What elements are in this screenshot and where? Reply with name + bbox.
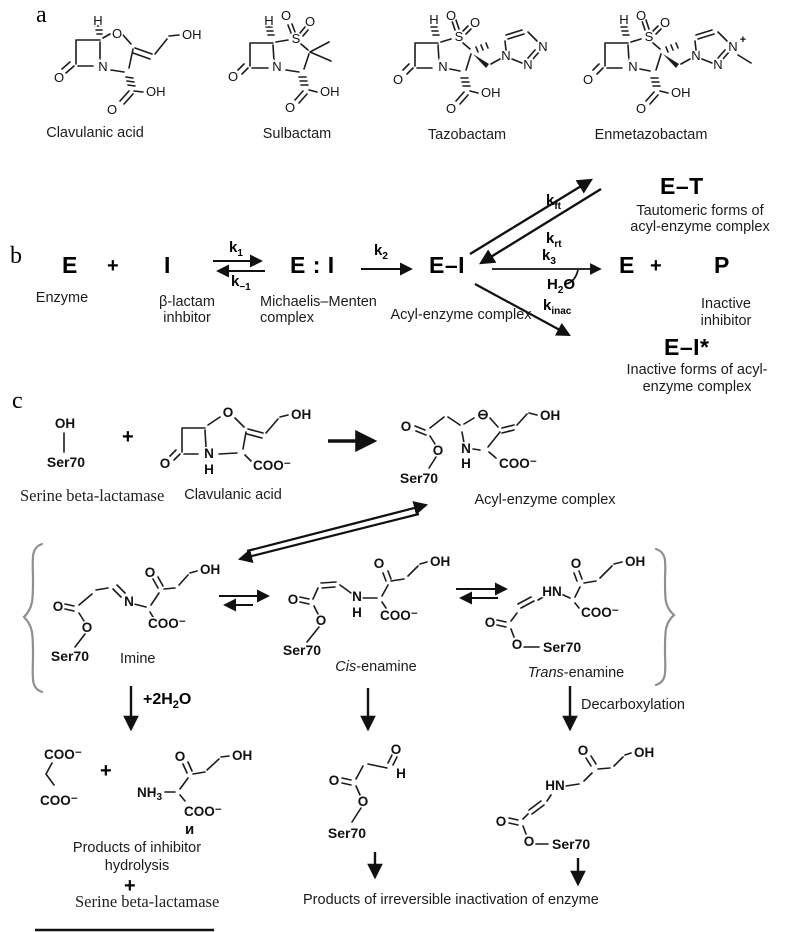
atom-O-sulfone-1: O — [635, 8, 647, 23]
atom-O-ester: O — [81, 620, 93, 635]
caption-tautomer-line2: acyl-enzyme complex — [630, 219, 770, 235]
panel-letter-c: c — [12, 388, 23, 414]
equilibrium-acyl-to-intermediates — [240, 505, 426, 559]
species-michaelis-complex: E : I — [290, 252, 335, 278]
ser70-label: Ser70 — [552, 836, 591, 852]
caption-clavulanic-acid: Clavulanic acid — [184, 487, 282, 503]
atom-O-keto-ester: O — [495, 814, 507, 829]
ser70-label: Ser70 — [543, 639, 582, 655]
serine-enzyme-fragment — [47, 416, 85, 470]
nh3-subscript: 3 — [156, 792, 163, 803]
structure-amino-product — [137, 748, 252, 819]
atom-O-acid: O — [635, 101, 647, 116]
atom-H: H — [461, 456, 471, 471]
atom-OH: OH — [182, 27, 202, 42]
carboxylate-top: COO⁻ — [44, 747, 82, 762]
caption-imine: Imine — [120, 651, 156, 667]
caption-inhibitor-line2: inhbitor — [163, 310, 211, 326]
structure-sulbactam — [228, 8, 340, 115]
structure-trans-enamine — [485, 554, 646, 655]
atom-N: N — [272, 59, 282, 74]
water-o: O — [178, 691, 192, 708]
caption-hydrolysis-line1: Products of inhibitor — [72, 840, 202, 856]
equilibrium-arrow-up — [247, 505, 426, 551]
structure-clavulanic-acid-c — [160, 405, 312, 477]
caption-mm-line1: Michaelis–Menten — [260, 294, 377, 310]
atom-OH: OH — [634, 745, 655, 760]
atom-O-ring: O — [111, 26, 123, 41]
rate-kinac — [543, 297, 571, 317]
atom-O-ring: O — [222, 405, 234, 420]
ser70-label: Ser70 — [50, 648, 90, 664]
k2-sub: 2 — [382, 251, 388, 262]
atom-NH3 — [137, 785, 163, 803]
atom-N3-triazolium: N — [728, 39, 738, 54]
atom-N1-triazole: N — [501, 48, 511, 63]
wedge-bond — [473, 54, 489, 68]
kinac-base: k — [543, 297, 552, 314]
atom-O-keto-ester: O — [328, 773, 340, 788]
atom-O-keto-ester: O — [52, 599, 64, 614]
atom-O-keto: O — [53, 70, 65, 85]
atom-O-ester: O — [357, 794, 369, 809]
atom-OH: OH — [200, 562, 221, 577]
atom-N3-triazole: N — [538, 39, 548, 54]
caption-inactive-forms-line1: Inactive forms of acyl- — [626, 362, 768, 378]
atom-O-keto: O — [582, 72, 594, 87]
kft-arrow — [470, 180, 591, 254]
label-decarboxylation: Decarboxylation — [581, 697, 685, 713]
atom-N2-triazole: N — [713, 57, 723, 72]
atom-S: S — [454, 29, 464, 44]
atom-OH-acid: OH — [481, 85, 501, 100]
ser70-label: Ser70 — [399, 470, 439, 486]
atom-O-keto: O — [373, 556, 385, 571]
carboxylate-label: COO⁻ — [148, 616, 186, 631]
caption-mm-line2: complex — [260, 310, 314, 326]
rate-k-minus-1 — [231, 273, 251, 293]
species-acyl-enzyme: E–I — [429, 252, 466, 278]
bonds — [509, 753, 631, 844]
structure-cis-enamine — [283, 554, 450, 658]
atom-N-ring: N — [628, 59, 638, 74]
atom-HN: HN — [545, 778, 565, 793]
k1-base: k — [229, 239, 238, 256]
atom-OH: OH — [232, 748, 253, 763]
trans-italic: Trans — [527, 665, 564, 681]
cis-italic: Cis — [335, 659, 357, 675]
atom-O-keto: O — [400, 419, 412, 434]
atom-O-ester: O — [432, 443, 444, 458]
panel-letter-b: b — [10, 243, 22, 269]
water-sub: 2 — [172, 699, 179, 712]
carboxylate-label: COO⁻ — [499, 456, 537, 471]
atom-H: H — [204, 462, 214, 477]
structure-name-tazobactam: Tazobactam — [427, 127, 507, 143]
krt-arrow — [481, 189, 601, 263]
h2o-h: H — [547, 276, 558, 293]
plus-sign: + — [124, 875, 136, 897]
h2o-sub: 2 — [557, 285, 564, 296]
atom-OH-acid: OH — [146, 84, 166, 99]
atom-N-ring: N — [438, 59, 448, 74]
ser70-label: Ser70 — [327, 825, 367, 841]
ser70-label: Ser70 — [282, 642, 322, 658]
plus-sign: + — [107, 255, 119, 277]
krt-sub: rt — [554, 239, 562, 250]
rate-k1 — [229, 239, 243, 259]
km1-base: k — [231, 273, 240, 290]
bonds — [238, 24, 331, 103]
caption-hydrolysis-line2: hydrolysis — [104, 858, 170, 874]
atom-OH: OH — [625, 554, 646, 569]
caption-inactive-line2: inhibitor — [700, 313, 752, 329]
atom-OH: OH — [430, 554, 451, 569]
k1-sub: 1 — [237, 248, 243, 259]
atom-S: S — [644, 29, 654, 44]
atom-OH: OH — [540, 408, 561, 423]
h2o-o: O — [563, 276, 576, 293]
atom-O-sulfone-1: O — [445, 8, 457, 23]
bonds — [65, 571, 197, 647]
atom-O-sulfone-2: O — [304, 14, 316, 29]
atom-OH: OH — [54, 416, 76, 431]
bonds — [46, 763, 54, 785]
water-base: +2H — [143, 691, 173, 708]
structure-aldehyde-product — [328, 742, 406, 841]
structure-name-clavulanic-acid: Clavulanic acid — [46, 125, 144, 141]
atom-O-sulfone-1: O — [280, 8, 292, 23]
atom-H: H — [352, 605, 362, 620]
species-inhibitor: I — [164, 252, 171, 278]
rate-k2 — [374, 242, 388, 262]
equilibrium-cis-trans — [456, 589, 506, 598]
equilibrium-arrow-down — [240, 514, 419, 559]
atom-O-keto: O — [577, 743, 589, 758]
atom-OH-acid: OH — [671, 85, 691, 100]
carboxylate-label: COO⁻ — [184, 804, 222, 819]
caption-serine-beta-lactamase-2: Serine beta-lactamase — [75, 892, 220, 911]
caption-acyl-enzyme-complex: Acyl-enzyme complex — [474, 492, 616, 508]
trans-rest: -enamine — [563, 665, 625, 681]
atom-O-keto: O — [392, 72, 404, 87]
water-label — [547, 276, 575, 296]
bonds — [342, 755, 397, 822]
species-tautomer: E–T — [660, 173, 704, 199]
nh-label: NH — [137, 785, 157, 800]
k2-base: k — [374, 242, 383, 259]
panel-letter-a: a — [36, 2, 47, 28]
structure-acyl-enzyme-complex — [400, 406, 560, 486]
species-inactive-acyl: E–I* — [664, 334, 710, 360]
right-brace — [656, 549, 674, 685]
cis-rest: -enamine — [356, 659, 417, 675]
atom-O-keto: O — [570, 556, 582, 571]
atom-OH-acid: OH — [320, 84, 340, 99]
species-enzyme: E — [62, 252, 78, 278]
structure-clavulanic-acid-a — [54, 13, 202, 117]
atom-O-keto: O — [174, 749, 186, 764]
plus-sign: + — [650, 255, 662, 277]
caption-inhibitor-line1: β-lactam — [159, 294, 215, 310]
carboxylate-label: COO⁻ — [380, 608, 418, 623]
charge-plus: + — [739, 34, 747, 46]
equilibrium-imine-cis — [219, 596, 268, 605]
atom-O-keto-ester: O — [287, 592, 299, 607]
krt-base: k — [546, 230, 555, 247]
caption-cis-enamine — [335, 659, 416, 675]
atom-O-oxyanion: ⊖ — [477, 406, 489, 422]
structure-tazobactam — [393, 8, 548, 116]
k3-sub: 3 — [550, 256, 556, 267]
atom-H: H — [619, 12, 629, 27]
label-plus-2-water — [143, 691, 191, 711]
bonds — [300, 562, 427, 642]
atom-N: N — [461, 441, 471, 456]
left-brace — [24, 544, 42, 692]
wedge-bond — [663, 54, 679, 68]
atom-O-acid: O — [284, 100, 296, 115]
species-product: P — [714, 252, 730, 278]
k3-base: k — [542, 247, 551, 264]
rate-k3 — [542, 247, 556, 267]
caption-inactive-forms-line2: enzyme complex — [642, 379, 752, 395]
atom-O-ester: O — [523, 834, 535, 849]
atom-HN: HN — [542, 584, 562, 599]
atom-N1-triazole: N — [691, 48, 701, 63]
plus-sign: + — [100, 760, 112, 782]
label-and-russian: и — [185, 821, 195, 838]
structure-name-enmetazobactam: Enmetazobactam — [594, 127, 708, 143]
atom-H: H — [264, 13, 274, 28]
atom-O-aldehyde: O — [390, 742, 402, 757]
atom-N: N — [124, 594, 134, 609]
bonds — [170, 415, 288, 461]
structure-malonate — [40, 747, 82, 808]
atom-O-keto: O — [159, 456, 171, 471]
carboxylate-bottom: COO⁻ — [40, 793, 78, 808]
atom-H: H — [93, 13, 103, 28]
structure-enmetazobactam — [583, 8, 751, 116]
caption-tautomer-line1: Tautomeric forms of — [636, 203, 764, 219]
rate-kft — [546, 192, 561, 212]
caption-trans-enamine — [528, 665, 624, 681]
caption-enzyme: Enzyme — [35, 290, 89, 306]
atom-O-keto: O — [144, 565, 156, 580]
caption-inactive-line1: Inactive — [701, 296, 751, 312]
atom-N: N — [98, 59, 108, 74]
atom-N: N — [204, 446, 214, 461]
atom-S: S — [291, 31, 301, 46]
atom-O-keto: O — [227, 69, 239, 84]
species-enzyme-released: E — [619, 252, 635, 278]
atom-N2-triazole: N — [523, 57, 533, 72]
atom-O-acid: O — [106, 102, 118, 117]
atom-O-ester: O — [315, 613, 327, 628]
atom-H: H — [429, 12, 439, 27]
carboxylate-label: COO⁻ — [253, 458, 291, 473]
caption-acyl-enzyme: Acyl-enzyme complex — [390, 307, 532, 323]
bonds — [403, 20, 539, 104]
atom-O-acid: O — [445, 101, 457, 116]
structure-imine — [51, 562, 220, 664]
plus-sign: + — [122, 426, 134, 448]
caption-irreversible-inactivation: Products of irreversible inactivation of enzyme — [303, 892, 599, 908]
km1-sub: −1 — [239, 282, 251, 293]
structure-decarboxylated-product — [496, 743, 655, 852]
structure-name-sulbactam: Sulbactam — [262, 126, 332, 142]
atom-H-aldehyde: H — [396, 766, 406, 781]
atom-N: N — [352, 589, 362, 604]
kinac-sub: inac — [551, 306, 572, 317]
caption-serine-beta-lactamase: Serine beta-lactamase — [20, 486, 165, 505]
atom-O-sulfone-2: O — [659, 15, 671, 30]
atom-OH: OH — [291, 407, 312, 422]
atom-O-sulfone-2: O — [469, 15, 481, 30]
atom-O-ester: O — [511, 637, 523, 652]
ser70-label: Ser70 — [46, 454, 86, 470]
atom-O-keto-ester: O — [484, 615, 496, 630]
kft-sub: ft — [554, 201, 562, 212]
kft-base: k — [546, 192, 555, 209]
carboxylate-label: COO⁻ — [581, 605, 619, 620]
